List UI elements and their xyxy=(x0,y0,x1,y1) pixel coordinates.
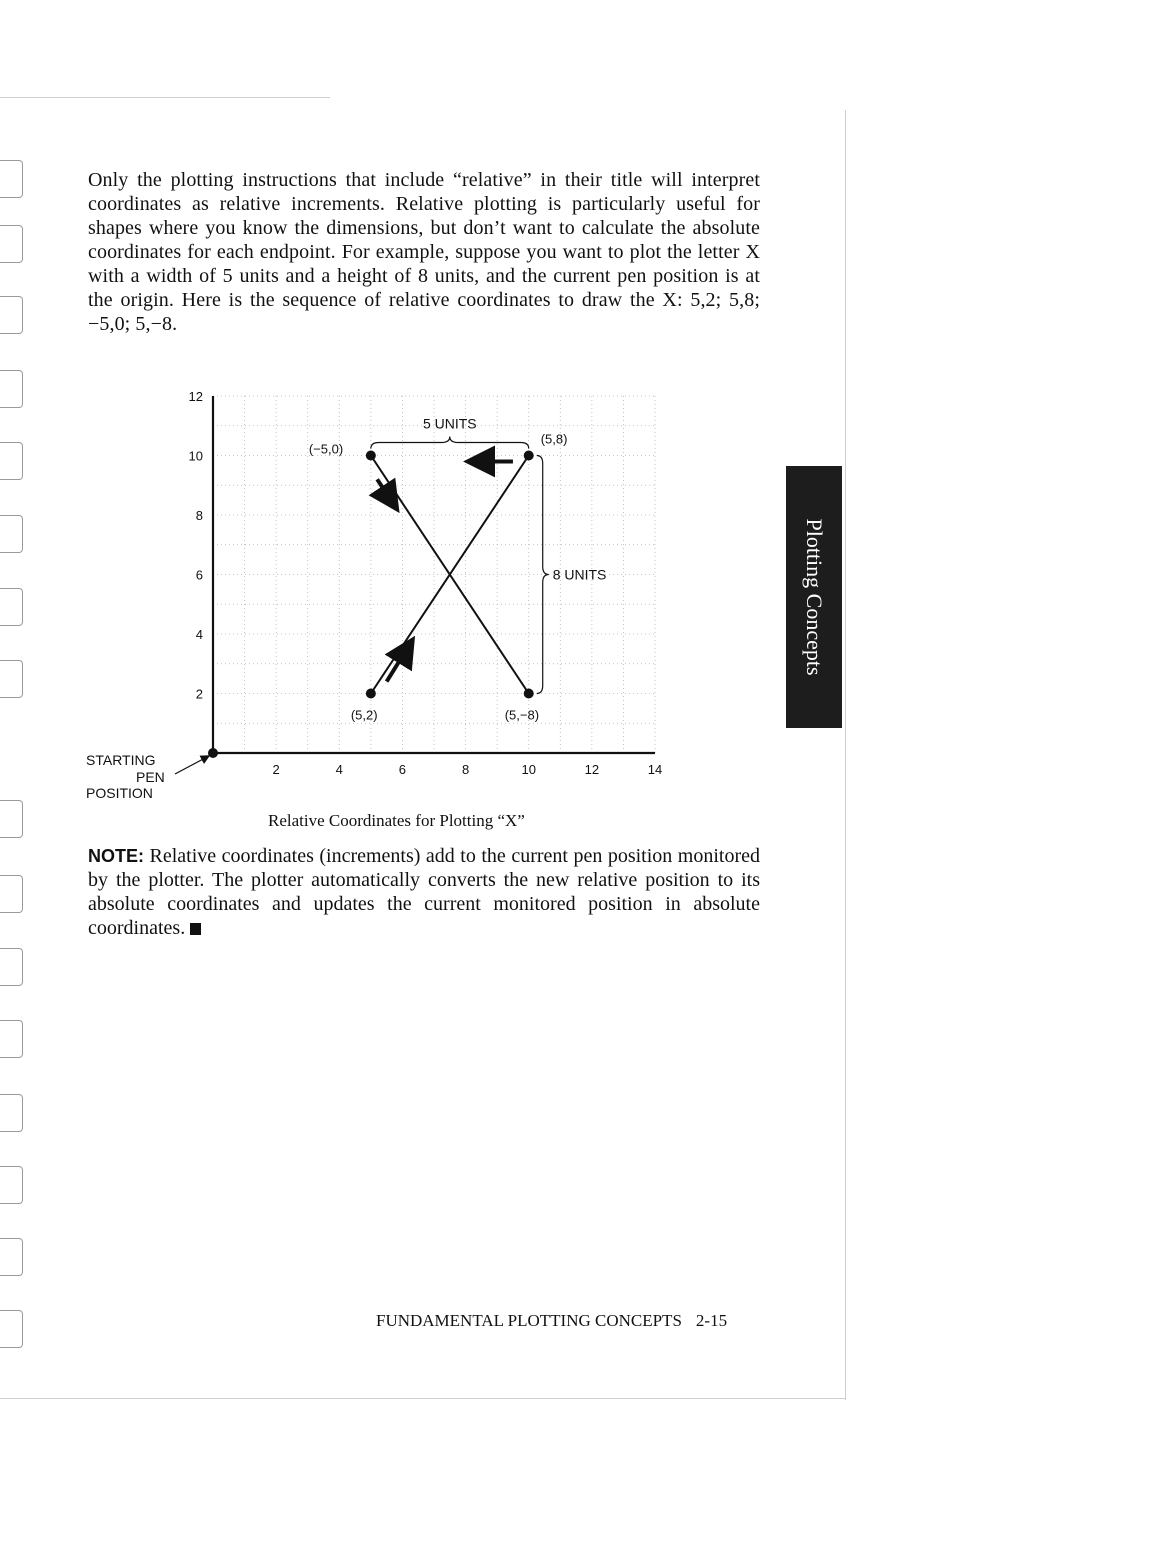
direction-arrow xyxy=(377,479,393,503)
start-position-label: PEN xyxy=(136,769,165,785)
binder-hole xyxy=(0,1166,23,1204)
x-tick-label: 6 xyxy=(398,762,407,777)
point-label: (5,8) xyxy=(540,431,568,447)
binder-hole xyxy=(0,296,23,334)
y-tick-label: 8 xyxy=(195,508,203,523)
binder-hole xyxy=(0,1094,23,1132)
width-brace xyxy=(371,437,529,449)
relative-coordinates-figure xyxy=(0,378,700,818)
y-tick-label: 2 xyxy=(195,686,203,702)
starting-pen-point xyxy=(208,748,218,758)
width-label: 5 UNITS xyxy=(422,415,477,432)
endpoint-marker xyxy=(524,689,534,699)
binder-hole xyxy=(0,1020,23,1058)
page-edge-line xyxy=(845,110,846,1400)
intro-paragraph xyxy=(88,168,760,336)
height-label: 8 UNITS xyxy=(552,566,607,583)
binder-hole xyxy=(0,948,23,986)
binder-hole xyxy=(0,1310,23,1348)
binder-hole xyxy=(0,225,23,263)
intro-text: Only the plotting instructions that include “relative” in their title will interpret coordinates as relative increments. Relative plotting is particularly useful for shapes where you know the dimensions, but don’t want to calculate the absolute coordinates for each endpoint. For example, suppose you want to plot the letter X with a width of 5 units and a height of 8 units, and the current pen position is at the origin. Here is the sequence of relative coordinates to draw the X: 5,2; 5,8; −5,0; 5,−8. xyxy=(88,169,760,335)
x-tick-label: 12 xyxy=(584,762,600,777)
endpoint-marker xyxy=(524,451,534,461)
start-position-label: POSITION xyxy=(86,785,153,801)
binder-hole xyxy=(0,160,23,198)
end-of-section-mark xyxy=(190,923,201,935)
y-tick-label: 10 xyxy=(188,448,203,464)
x-tick-label: 4 xyxy=(335,762,343,777)
start-pointer-arrow xyxy=(175,757,207,774)
page-edge-line xyxy=(0,1398,846,1399)
x-tick-label: 8 xyxy=(461,762,470,777)
y-tick-label: 4 xyxy=(195,627,203,642)
y-tick-label: 6 xyxy=(195,567,203,583)
binder-hole xyxy=(0,875,23,913)
endpoint-marker xyxy=(366,451,376,461)
start-position-label: STARTING xyxy=(86,752,156,768)
footer-page-number: 2-15 xyxy=(695,1311,728,1330)
note-label: NOTE: xyxy=(88,846,144,866)
height-brace xyxy=(537,456,549,694)
note-paragraph xyxy=(88,844,760,940)
endpoint-marker xyxy=(366,689,376,699)
note-text: Relative coordinates (increments) add to the current pen position monitored by the plotter. The plotter automatically converts the new relative position to its absolute coordinates and updates the current monitored position in absolute coordinates. xyxy=(88,845,760,939)
point-label: (5,−8) xyxy=(504,707,540,723)
page-footer xyxy=(376,1310,766,1332)
binder-hole xyxy=(0,1238,23,1276)
x-tick-label: 10 xyxy=(521,762,536,777)
footer-section-title: FUNDAMENTAL PLOTTING CONCEPTS xyxy=(376,1311,682,1330)
point-label: (−5,0) xyxy=(308,441,344,457)
section-tab xyxy=(786,466,842,728)
y-tick-label: 12 xyxy=(188,389,203,404)
point-label: (5,2) xyxy=(350,707,378,723)
section-tab-label: Plotting Concepts xyxy=(802,518,827,676)
figure-caption: Relative Coordinates for Plotting “X” xyxy=(268,811,525,830)
page-edge-line xyxy=(0,97,330,98)
chart-tick-labels xyxy=(189,389,663,777)
x-tick-label: 2 xyxy=(272,762,280,777)
x-tick-label: 14 xyxy=(647,762,663,777)
